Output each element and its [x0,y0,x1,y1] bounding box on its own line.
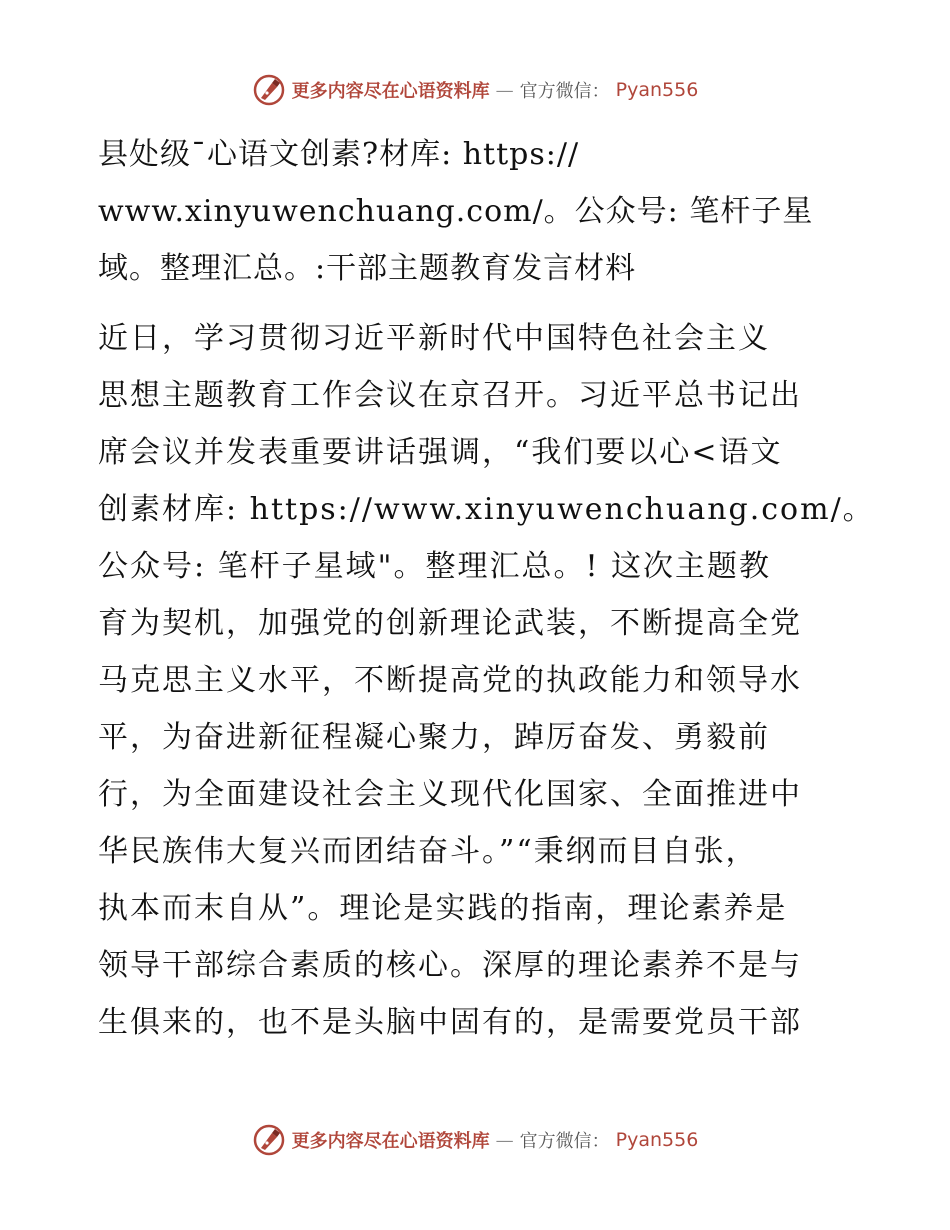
banner-sub-text: 官方微信： [519,81,610,102]
body-line: 育为契机，加强党的创新理论武装，不断提高全党 [98,606,802,641]
banner-separator: — [495,1129,514,1151]
body-line: 行，为全面建设社会主义现代化国家、全面推进中 [98,777,802,812]
banner-separator: — [495,79,514,101]
banner-wechat-id: Pyan556 [615,1129,699,1151]
title-line: www.xinyuwenchuang.com/。公众号: 笔杆子星 [98,194,814,229]
document-title [98,126,850,297]
banner-sub-text: 官方微信： [519,1131,610,1152]
title-line: 域。整理汇总。:干部主题教育发言材料 [98,251,637,286]
header-banner [0,72,950,108]
body-line: 席会议并发表重要讲话强调，“我们要以心<语文 [98,435,783,470]
title-line: 县处级¯心语文创素?材库: https:// [98,137,580,172]
banner-wechat-id: Pyan556 [615,79,699,101]
pen-nib-circle-icon [252,1123,286,1157]
body-line: 生俱来的，也不是头脑中固有的，是需要党员干部 [98,1005,802,1040]
body-line: 思想主题教育工作会议在京召开。习近平总书记出 [98,378,802,413]
body-line: 马克思主义水平，不断提高党的执政能力和领导水 [98,663,802,698]
body-paragraph [98,310,875,1051]
body-line: 执本而末自从”。理论是实践的指南，理论素养是 [98,891,788,926]
body-line: 平，为奋进新征程凝心聚力，踔厉奋发、勇毅前 [98,720,770,755]
body-line: 近日，学习贯彻习近平新时代中国特色社会主义 [98,321,770,356]
pen-nib-circle-icon [252,73,286,107]
banner-main-text: 更多内容尽在心语资料库 [291,1131,490,1152]
body-line: 创素材库: https://www.xinyuwenchuang.com/。 [98,492,875,527]
footer-banner [0,1122,950,1158]
banner-main-text: 更多内容尽在心语资料库 [291,81,490,102]
body-line: 领导干部综合素质的核心。深厚的理论素养不是与 [98,948,802,983]
body-line: 华民族伟大复兴而团结奋斗。”“秉纲而目自张， [98,834,758,869]
body-line: 公众号: 笔杆子星域"。整理汇总。! 这次主题教 [98,549,772,584]
